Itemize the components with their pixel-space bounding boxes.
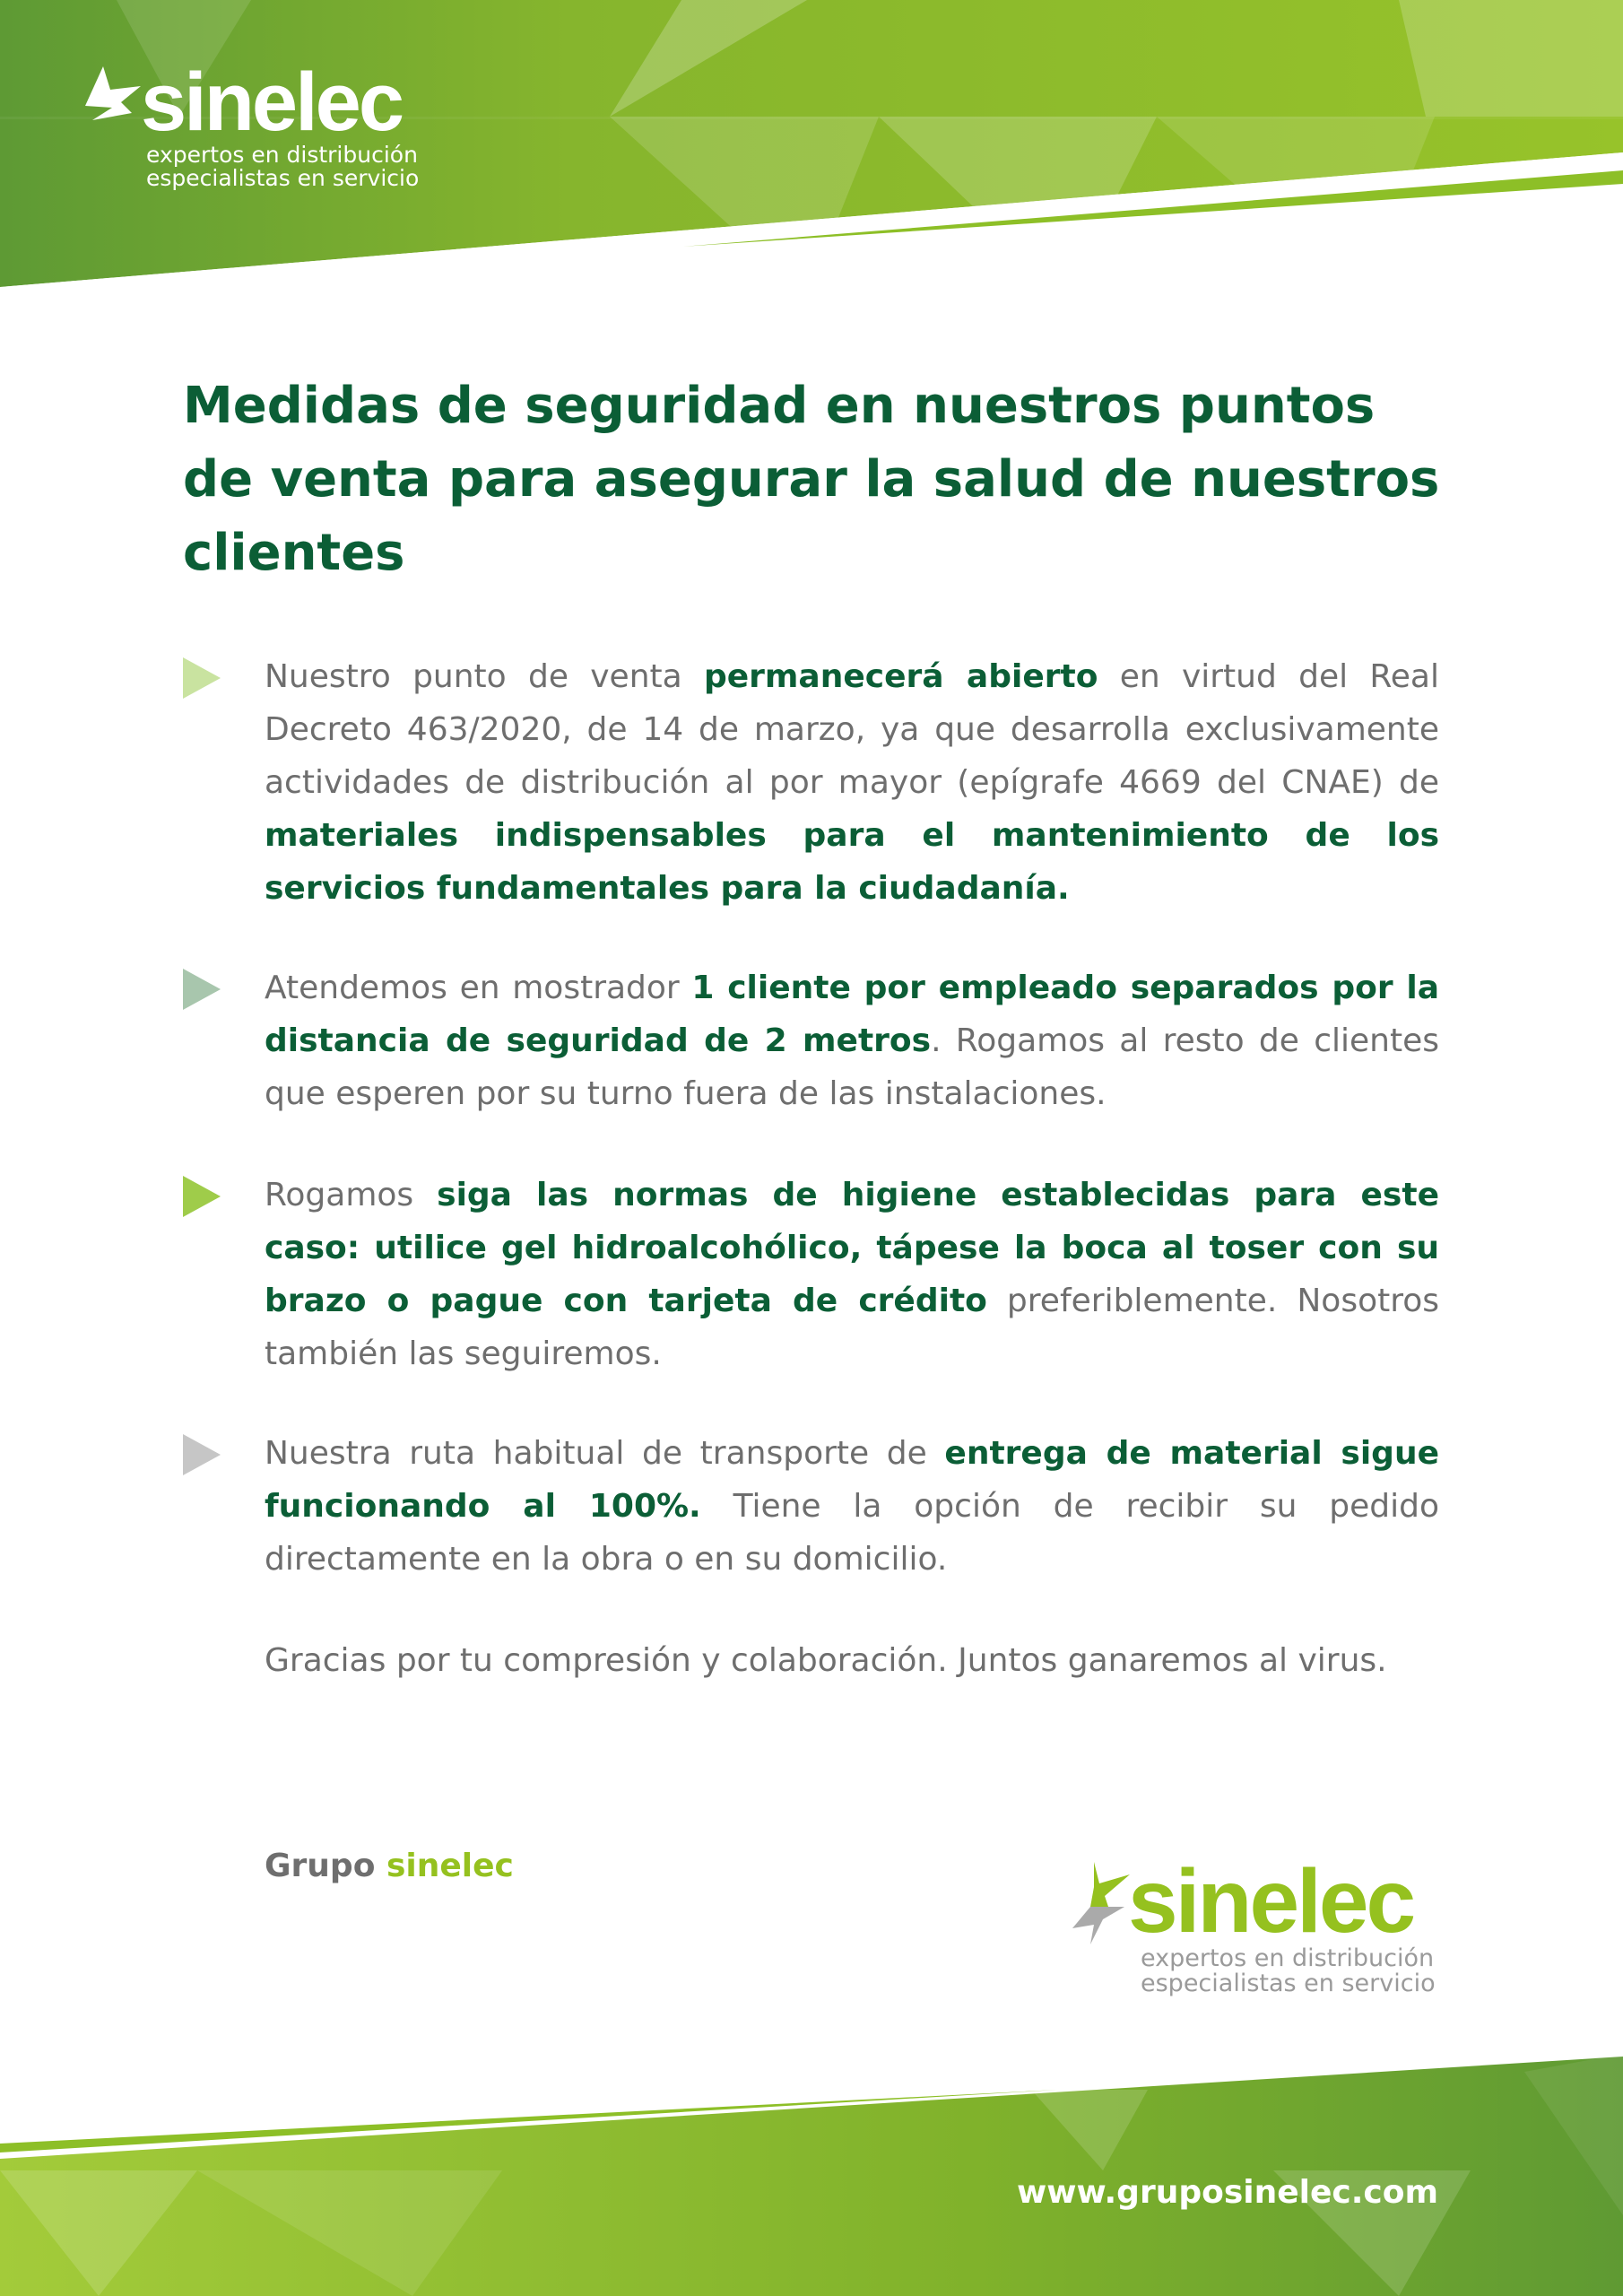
logo-tagline: expertos en distribución especialistas en servicio <box>1141 1944 1436 1998</box>
triangle-bullet-icon <box>183 1176 221 1217</box>
logo-wordmark: sinelec <box>1128 1851 1414 1952</box>
page-title: Medidas de seguridad en nuestros puntos de venta para asegurar la salud de nuestros clientes <box>183 377 1440 582</box>
lightning-bolt-icon <box>1072 1862 1135 1952</box>
signature: Grupo sinelec <box>265 1848 514 1884</box>
triangle-bullet-icon <box>183 657 221 699</box>
logo-wordmark: sinelec <box>141 57 402 148</box>
triangle-bullet-icon <box>183 969 221 1010</box>
bullet-item: Atendemos en mostrador 1 cliente por empleado separados por la distancia de seguridad de 2 metros. Rogamos al resto de clientes que esperen por su turno fuera de las instalaciones. <box>265 961 1439 1120</box>
closing-text: Gracias por tu compresión y colaboración. Juntos ganaremos al virus. <box>265 1642 1387 1679</box>
logo-tagline: expertos en distribución especialistas en servicio <box>146 142 420 192</box>
website-link[interactable]: www.gruposinelec.com <box>1017 2174 1438 2211</box>
bullet-item: Rogamos siga las normas de higiene establecidas para este caso: utilice gel hidroalcohólico, tápese la boca al toser con su brazo o pague con tarjeta de crédito preferiblemente. Nosotros también las seguiremos. <box>265 1169 1439 1380</box>
triangle-bullet-icon <box>183 1434 221 1475</box>
lightning-bolt-icon <box>85 66 148 149</box>
bullet-item: Nuestra ruta habitual de transporte de entrega de material sigue funcionando al 100%. Tiene la opción de recibir su pedido directamente en la obra o en su domicilio. <box>265 1427 1439 1586</box>
bullet-item: Nuestro punto de venta permanecerá abierto en virtud del Real Decreto 463/2020, de 14 de marzo, ya que desarrolla exclusivamente actividades de distribución al por mayor (epígrafe 4669 del CNAE) de materiales indispensables para el mantenimiento de los servicios fundamentales para la ciudadanía. <box>265 650 1439 915</box>
footer-banner <box>0 2036 1623 2296</box>
